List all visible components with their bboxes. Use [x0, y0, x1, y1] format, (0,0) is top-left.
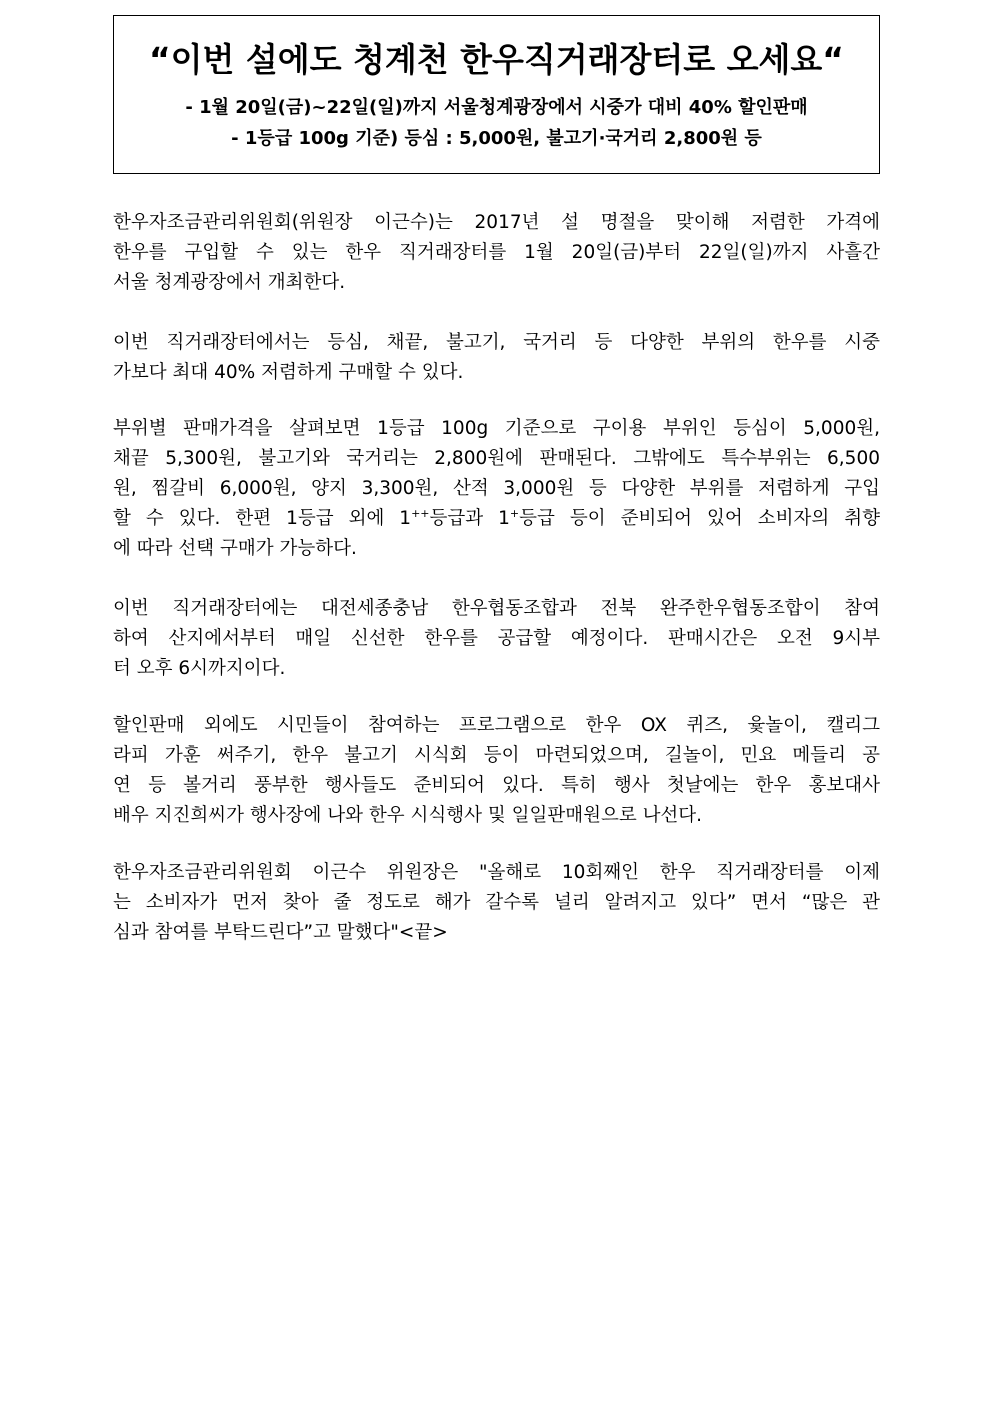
subheadline-prices: - 1등급 100g 기준) 등심 : 5,000원, 불고기·국거리 2,800원 등: [231, 128, 762, 149]
paragraph-discount: [113, 328, 880, 388]
paragraph-events: [113, 711, 880, 831]
headline-box: [113, 15, 880, 174]
text-segment: 할 수 있다. 한편 1등급 외에 1: [113, 508, 412, 529]
text-line: 가보다 최대 40% 저렴하게 구매할 수 있다.: [113, 362, 464, 383]
text-line: 서울 청계광장에서 개최한다.: [113, 272, 346, 293]
superscript-plus: +: [509, 507, 520, 520]
paragraph-quote: [113, 858, 880, 948]
text-line: 이번 직거래장터에서는 등심, 채끝, 불고기, 국거리 등 다양한 부위의 한우를 시중: [113, 332, 880, 353]
text-line: 한우를 구입할 수 있는 한우 직거래장터를 1월 20일(금)부터 22일(일)까지 사흘간: [113, 242, 880, 263]
subheadline-dates: - 1월 20일(금)~22일(일)까지 서울청계광장에서 시중가 대비 40% 할인판매: [185, 97, 808, 118]
text-line: 라피 가훈 써주기, 한우 불고기 시식회 등이 마련되었으며, 길놀이, 민요 메들리 공: [113, 745, 880, 766]
text-line: 이번 직거래장터에는 대전세종충남 한우협동조합과 전북 완주한우협동조합이 참여: [113, 598, 880, 619]
paragraph-cooperatives: [113, 594, 880, 684]
text-line: 채끝 5,300원, 불고기와 국거리는 2,800원에 판매된다. 그밖에도 특수부위는 6,500: [113, 448, 880, 469]
text-line: 배우 지진희씨가 행사장에 나와 한우 시식행사 및 일일판매원으로 나선다.: [113, 805, 703, 826]
headline: “이번 설에도 청계천 한우직거래장터로 오세요“: [148, 40, 844, 79]
text-line: 에 따라 선택 구매가 가능하다.: [113, 538, 357, 559]
superscript-double-plus: ++: [411, 507, 430, 520]
text-line: 할인판매 외에도 시민들이 참여하는 프로그램으로 한우 OX 퀴즈, 윷놀이, 캘리그: [113, 715, 880, 736]
text-line: 부위별 판매가격을 살펴보면 1등급 100g 기준으로 구이용 부위인 등심이 5,000원,: [113, 418, 880, 439]
text-line: 하여 산지에서부터 매일 신선한 한우를 공급할 예정이다. 판매시간은 오전 9시부: [113, 628, 880, 649]
text-line: 터 오후 6시까지이다.: [113, 658, 286, 679]
text-line: 한우자조금관리위원회 이근수 위원장은 "올해로 10회째인 한우 직거래장터를 이제: [113, 862, 880, 883]
text-line: 연 등 볼거리 풍부한 행사들도 준비되어 있다. 특히 행사 첫날에는 한우 홍보대사: [113, 775, 880, 796]
text-segment: 등급과 1: [429, 508, 510, 529]
text-line: 한우자조금관리위원회(위원장 이근수)는 2017년 설 명절을 맞이해 저렴한 가격에: [113, 212, 880, 233]
text-line: 원, 찜갈비 6,000원, 양지 3,300원, 산적 3,000원 등 다양한 부위를 저렴하게 구입: [113, 478, 880, 499]
text-line: 심과 참여를 부탁드린다”고 말했다"<끝>: [113, 922, 448, 943]
text-line: 는 소비자가 먼저 찾아 줄 정도로 해가 갈수록 널리 알려지고 있다” 면서 “많은 관: [113, 892, 880, 913]
paragraph-intro: [113, 208, 880, 298]
text-segment: 등급 등이 준비되어 있어 소비자의 취향: [519, 508, 880, 529]
paragraph-prices: [113, 414, 880, 564]
text-line-grades: [113, 504, 880, 534]
